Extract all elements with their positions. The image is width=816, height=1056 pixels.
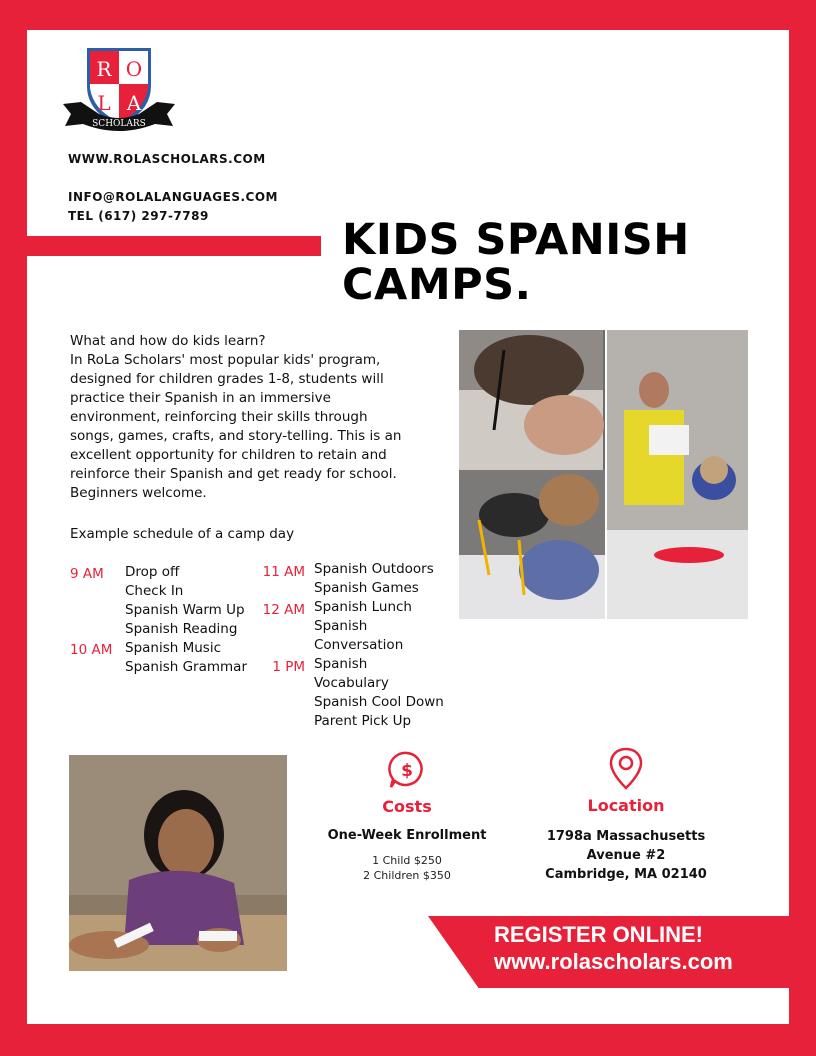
- student-photo: [69, 755, 287, 971]
- phone-text: TEL (617) 297-7789: [68, 209, 209, 223]
- schedule-item: Conversation: [314, 637, 404, 653]
- flyer-page: [27, 30, 789, 1024]
- location-line: Avenue #2: [586, 848, 666, 863]
- schedule-item: Spanish Lunch: [314, 599, 412, 615]
- costs-line: 1 Child $250: [372, 854, 442, 867]
- schedule-heading: Example schedule of a camp day: [70, 526, 295, 542]
- title-line-2: CAMPS.: [342, 260, 532, 310]
- schedule-item: Spanish Cool Down: [314, 694, 444, 710]
- schedule-time: 10 AM: [70, 642, 113, 658]
- schedule-block: [314, 560, 434, 598]
- schedule-time: 1 PM: [272, 659, 305, 675]
- intro-line: environment, reinforcing their skills through: [70, 409, 368, 425]
- schedule-block: [314, 598, 412, 655]
- website-text: WWW.ROLASCHOLARS.COM: [68, 152, 266, 166]
- rola-scholars-logo: [59, 42, 179, 134]
- costs-subtitle: One-Week Enrollment: [327, 828, 487, 843]
- costs-section: [312, 750, 502, 883]
- register-url-link[interactable]: www.rolascholars.com: [494, 949, 733, 974]
- collage-image-icon: [459, 330, 748, 619]
- schedule-time: 9 AM: [70, 566, 104, 582]
- register-heading: REGISTER ONLINE!: [494, 922, 704, 947]
- schedule-time: 11 AM: [262, 564, 305, 580]
- intro-section: [70, 332, 430, 503]
- schedule-item: Parent Pick Up: [314, 713, 412, 729]
- schedule-item: Vocabulary: [314, 675, 389, 691]
- map-pin-icon: [606, 746, 646, 792]
- costs-label: Costs: [382, 797, 432, 816]
- location-label: Location: [587, 796, 665, 815]
- svg-text:$: $: [401, 761, 413, 781]
- schedule-item: Check In: [125, 583, 184, 599]
- schedule-item: Spanish Outdoors: [314, 561, 434, 577]
- intro-line: excellent opportunity for children to retain and: [70, 447, 387, 463]
- camp-photo-collage: [459, 330, 748, 619]
- page-title: [342, 215, 690, 310]
- schedule-item: Spanish Music: [125, 640, 222, 656]
- schedule-time: 12 AM: [262, 602, 305, 618]
- logo-letter-a: A: [126, 91, 142, 115]
- schedule-block: [314, 655, 444, 731]
- student-image-icon: [69, 755, 287, 971]
- logo-letter-l: L: [97, 91, 111, 115]
- schedule-item: Spanish Reading: [125, 621, 238, 637]
- intro-line: songs, games, crafts, and story-telling. This is an: [70, 428, 402, 444]
- intro-line: Beginners welcome.: [70, 485, 207, 501]
- shield-logo-icon: [59, 42, 179, 134]
- location-section: [532, 746, 720, 884]
- schedule-item: Spanish Grammar: [125, 659, 248, 675]
- title-line-1: KIDS SPANISH: [342, 215, 690, 265]
- email-text: INFO@ROLALANGUAGES.COM: [68, 190, 278, 204]
- schedule-item: Spanish: [314, 656, 368, 672]
- intro-line: reinforce their Spanish and get ready for school.: [70, 466, 397, 482]
- intro-heading: What and how do kids learn?: [70, 333, 266, 349]
- schedule-item: Spanish: [314, 618, 368, 634]
- logo-banner-text: SCHOLARS: [92, 119, 146, 129]
- costs-line: 2 Children $350: [363, 869, 451, 882]
- logo-letter-o: O: [125, 57, 143, 81]
- schedule-item: Spanish Games: [314, 580, 419, 596]
- location-line: Cambridge, MA 02140: [545, 867, 707, 882]
- accent-bar: [27, 236, 321, 256]
- schedule-item: Drop off: [125, 564, 180, 580]
- logo-letter-r: R: [96, 57, 112, 81]
- intro-line: designed for children grades 1-8, students will: [70, 371, 384, 387]
- schedule-item: Spanish Warm Up: [125, 602, 245, 618]
- intro-line: In RoLa Scholars' most popular kids' program,: [70, 352, 381, 368]
- intro-line: practice their Spanish in an immersive: [70, 390, 331, 406]
- dollar-speech-icon: [387, 750, 427, 790]
- location-line: 1798a Massachusetts: [546, 829, 706, 844]
